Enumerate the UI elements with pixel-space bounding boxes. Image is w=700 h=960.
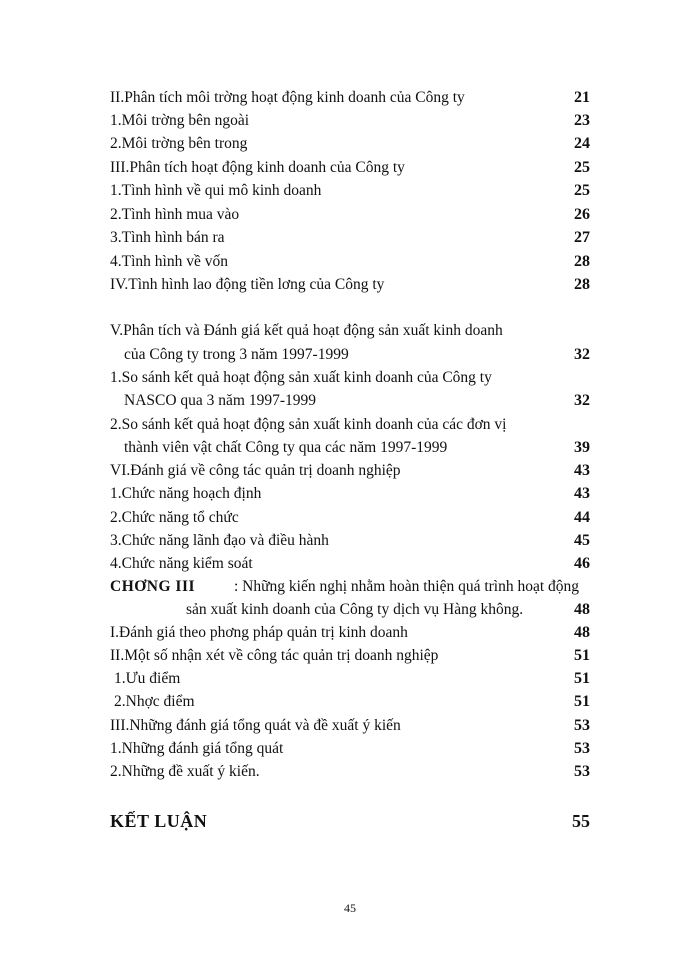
toc-entry-text: 1.So sánh kết quả hoạt động sản xuất kinh doanh của Công ty bbox=[110, 369, 492, 386]
toc-entry-text: VI.Đánh giá về công tác quản trị doanh nghiệp bbox=[110, 462, 401, 479]
toc-entry-text: 4.Chức năng kiểm soát bbox=[110, 555, 253, 572]
toc-entry bbox=[0, 180, 700, 202]
toc-entry bbox=[0, 530, 700, 552]
toc-entry-text: II.Một số nhận xét về công tác quản trị doanh nghiệp bbox=[110, 647, 439, 664]
toc-entry-page: 51 bbox=[574, 670, 590, 687]
toc-entry bbox=[0, 414, 700, 436]
toc-entry bbox=[0, 390, 700, 412]
toc-entry bbox=[0, 622, 700, 644]
toc-entry-page: 26 bbox=[574, 206, 590, 223]
toc-entry bbox=[0, 738, 700, 760]
toc-entry-text: của Công ty trong 3 năm 1997-1999 bbox=[124, 346, 349, 363]
toc-entry bbox=[0, 204, 700, 226]
toc-entry bbox=[0, 110, 700, 132]
toc-entry-text: 3.Chức năng lãnh đạo và điều hành bbox=[110, 532, 329, 549]
toc-entry-page: 28 bbox=[574, 253, 590, 270]
toc-entry bbox=[0, 157, 700, 179]
toc-entry-page: 51 bbox=[574, 693, 590, 710]
toc-entry-text: 3.Tình hình bán ra bbox=[110, 229, 225, 246]
toc-entry-text: 4.Tình hình về vốn bbox=[110, 253, 228, 270]
conclusion-heading: KẾT LUẬN bbox=[110, 811, 208, 831]
toc-entry bbox=[0, 437, 700, 459]
toc-entry bbox=[0, 227, 700, 249]
toc-entry bbox=[0, 761, 700, 783]
toc-entry-text: 2.Những đề xuất ý kiến. bbox=[110, 763, 260, 780]
toc-entry-text: 1.Những đánh giá tổng quát bbox=[110, 740, 284, 757]
toc-entry-text: 2.Môi trờng bên trong bbox=[110, 135, 248, 152]
toc-entry-page: 46 bbox=[574, 555, 590, 572]
toc-entry-page: 23 bbox=[574, 112, 590, 129]
toc-entry-text: I.Đánh giá theo phơng pháp quản trị kinh doanh bbox=[110, 624, 408, 641]
toc-entry bbox=[0, 645, 700, 667]
toc-entry-page: 48 bbox=[574, 601, 590, 618]
toc-entry-page: 53 bbox=[574, 717, 590, 734]
toc-entry bbox=[0, 599, 700, 621]
toc-entry-text: : Những kiến nghị nhằm hoàn thiện quá trình hoạt động bbox=[234, 578, 580, 595]
toc-entry bbox=[0, 715, 700, 737]
toc-entry-text: 1.Môi trờng bên ngoài bbox=[110, 112, 250, 129]
toc-entry-text: II.Phân tích môi trờng hoạt động kinh doanh của Công ty bbox=[110, 89, 465, 106]
toc-entry bbox=[0, 507, 700, 529]
toc-entry bbox=[0, 274, 700, 296]
toc-entry bbox=[0, 691, 700, 713]
toc-entry-text: IV.Tình hình lao động tiền lơng của Công ty bbox=[110, 276, 385, 293]
toc-entry-text: thành viên vật chất Công ty qua các năm 1997-1999 bbox=[124, 439, 448, 456]
toc-entry-text: V.Phân tích và Đánh giá kết quả hoạt động sản xuất kinh doanh bbox=[110, 322, 503, 339]
toc-entry-page: 53 bbox=[574, 740, 590, 757]
toc-entry-page: 53 bbox=[574, 763, 590, 780]
toc-entry-page: 32 bbox=[574, 392, 590, 409]
chapter-heading: CHƠNG III bbox=[110, 578, 196, 595]
toc-entry bbox=[0, 553, 700, 575]
toc-entry-page: 43 bbox=[574, 462, 590, 479]
toc-entry-text: 1.Ưu điểm bbox=[114, 670, 181, 687]
toc-entry bbox=[0, 460, 700, 482]
toc-entry-text: 2.Chức năng tổ chức bbox=[110, 509, 239, 526]
toc-entry-text: III.Phân tích hoạt động kinh doanh của Công ty bbox=[110, 159, 405, 176]
toc-entry-page: 24 bbox=[574, 135, 590, 152]
toc-entry-text: NASCO qua 3 năm 1997-1999 bbox=[124, 392, 317, 409]
toc-entry bbox=[0, 87, 700, 109]
toc-entry bbox=[0, 483, 700, 505]
toc-entry-page: 55 bbox=[572, 811, 590, 831]
toc-entry-text: 1.Tình hình về qui mô kinh doanh bbox=[110, 182, 322, 199]
toc-entry-page: 39 bbox=[574, 439, 590, 456]
toc-entry bbox=[0, 344, 700, 366]
toc-chapter-entry bbox=[0, 576, 700, 598]
toc-entry-page: 28 bbox=[574, 276, 590, 293]
toc-entry-text: 2.So sánh kết quả hoạt động sản xuất kinh doanh của các đơn vị bbox=[110, 416, 507, 433]
page-number: 45 bbox=[344, 901, 356, 915]
toc-entry-text: 2.Tình hình mua vào bbox=[110, 206, 240, 223]
toc-entry bbox=[0, 133, 700, 155]
toc-entry-text: 2.Nhợc điểm bbox=[114, 693, 195, 710]
toc-entry-text: sản xuất kinh doanh của Công ty dịch vụ Hàng không. bbox=[186, 601, 524, 618]
toc-entry-page: 32 bbox=[574, 346, 590, 363]
toc-entry-page: 44 bbox=[574, 509, 590, 526]
toc-entry bbox=[0, 320, 700, 342]
toc-entry-page: 25 bbox=[574, 182, 590, 199]
toc-entry-text: 1.Chức năng hoạch định bbox=[110, 485, 262, 502]
toc-entry-page: 45 bbox=[574, 532, 590, 549]
toc-entry-page: 51 bbox=[574, 647, 590, 664]
toc-entry-page: 21 bbox=[574, 89, 590, 106]
toc-entry bbox=[0, 367, 700, 389]
toc-entry-page: 25 bbox=[574, 159, 590, 176]
toc-entry bbox=[0, 251, 700, 273]
toc-entry-text: III.Những đánh giá tổng quát và đề xuất ý kiến bbox=[110, 717, 401, 734]
toc-entry-page: 48 bbox=[574, 624, 590, 641]
toc-entry-page: 43 bbox=[574, 485, 590, 502]
toc-entry-page: 27 bbox=[574, 229, 590, 246]
toc-conclusion-entry bbox=[0, 810, 700, 832]
toc-entry bbox=[0, 668, 700, 690]
